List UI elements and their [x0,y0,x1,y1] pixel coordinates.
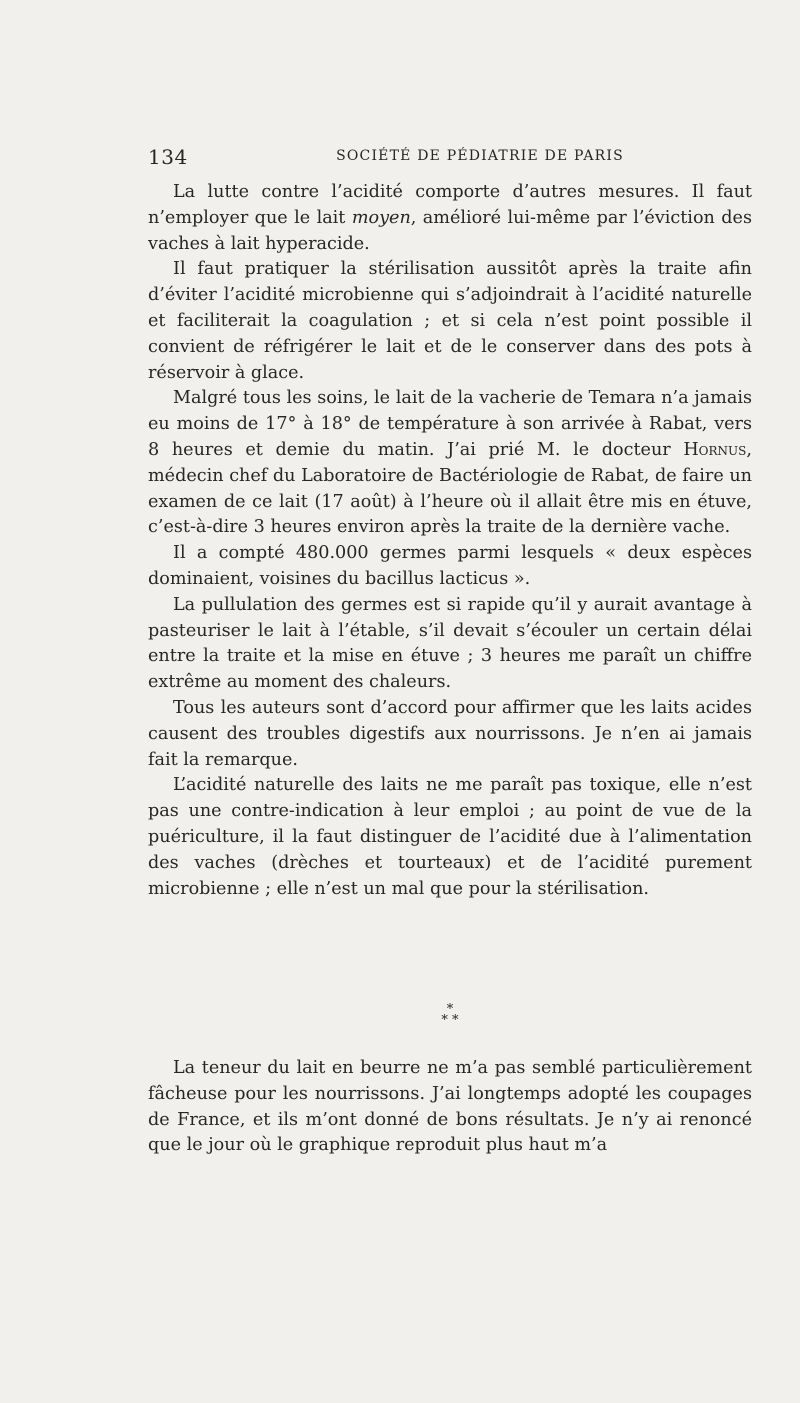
body-text-continued [148,1056,752,1159]
asterism-bottom: * * [441,1013,459,1028]
body-text [148,180,752,902]
asterism-top: * [446,1002,454,1017]
section-separator [148,1004,752,1026]
paragraph-3 [148,386,752,541]
running-title: SOCIÉTÉ DE PÉDIATRIE DE PARIS [336,148,624,164]
paragraph-3-text-c: , médecin chef du Laboratoire de Bactériologie de Rabat, de faire un examen de ce lait (17 août) à l’heure où il allait être mis en étuve, c’est-à-dire 3 heures environ après la traite de la dernière vache. [148,439,752,538]
paragraph-6: Tous les auteurs sont d’accord pour affirmer que les laits acides causent des troubles digestifs aux nourrissons. Je n’en ai jamais fait la remarque. [148,697,752,770]
paragraph-1-text-c: , amélioré lui-même par l’éviction des vaches à lait hyperacide. [148,207,752,254]
author-name: Hornus [683,439,747,460]
page-number: 134 [148,145,188,169]
paragraph-8: La teneur du lait en beurre ne m’a pas semblé particulièrement fâcheuse pour les nourrissons. J’ai longtemps adopté les coupages de France, et ils m’ont donné de bons résultats. Je n’y ai renoncé que le jour où le graphique reproduit plus haut m’a [148,1058,752,1156]
paragraph-1-text-a: La lutte contre l’acidité comporte d’autres mesures. Il faut n’employer que le lait [148,182,752,228]
paragraph-3-text-a: Malgré tous les soins, le lait de la vacherie de Temara n’a jamais eu moins de 17° à 18° de température à son arrivée à Rabat, vers 8 heures et demie du matin. J’ai prié M. le docteur [148,388,752,460]
paragraph-4: Il a compté 480.000 germes parmi lesquels « deux espèces dominaient, voisines du bacillus lacticus ». [148,543,752,589]
paragraph-5: La pullulation des germes est si rapide qu’il y aurait avantage à pasteuriser le lait à l’étable, s’il devait s’écouler un certain délai entre la traite et la mise en étuve ; 3 heures me paraît un chiffre extrême au moment des chaleurs. [148,594,752,693]
paragraph-1-emphasis: moyen [351,207,411,228]
paragraph-1 [148,180,752,257]
paragraph-7: L’acidité naturelle des laits ne me paraît pas toxique, elle n’est pas une contre-indication à leur emploi ; au point de vue de la puériculture, il la faut distinguer de l’acidité due à l’alimentation des vaches (drèches et tourteaux) et de l’acidité purement microbienne ; elle n’est un mal que pour la stérilisation. [148,775,752,899]
page-header [148,145,752,171]
paragraph-2: Il faut pratiquer la stérilisation aussitôt après la traite afin d’éviter l’acidité microbienne qui s’adjoindrait à l’acidité naturelle et faciliterait la coagulation ; et si cela n’est point possible il convient de réfrigérer le lait et de le conserver dans des pots à réservoir à glace. [148,259,752,383]
